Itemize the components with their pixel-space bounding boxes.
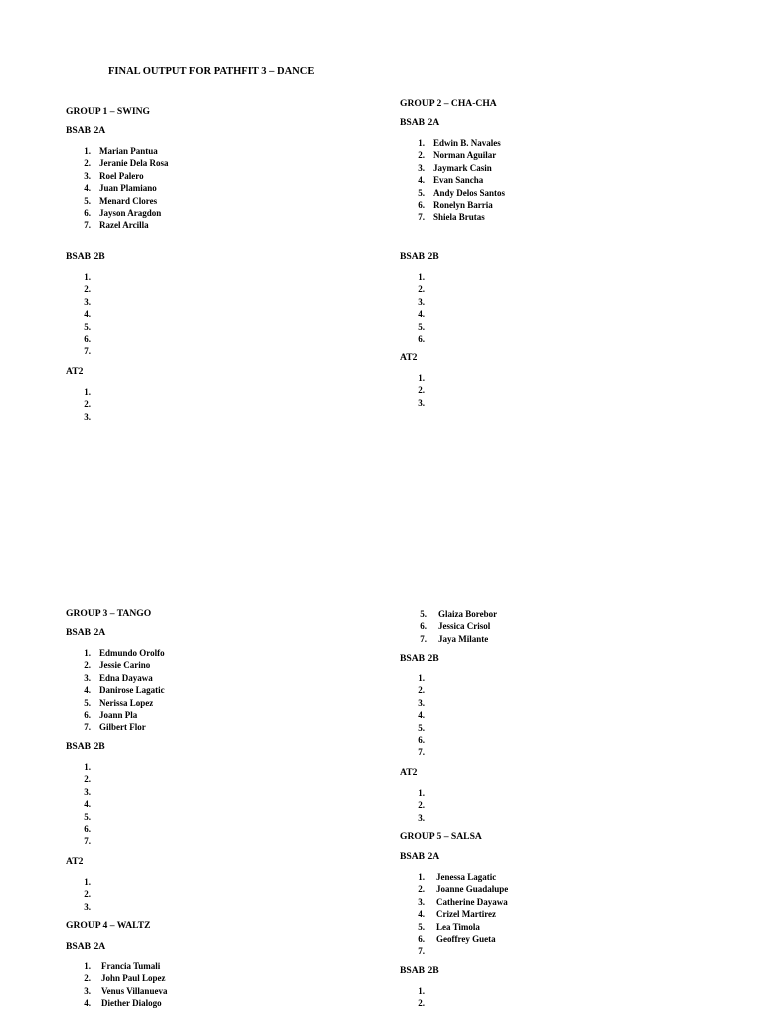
group-3-section-label: BSAB 2B bbox=[66, 741, 105, 752]
group-2-item-number: 5. bbox=[418, 187, 425, 198]
group-3-item-number: 7. bbox=[84, 836, 91, 847]
group-1-item-name: Jeranie Dela Rosa bbox=[99, 158, 169, 169]
group-5-item-name: Crizel Martirez bbox=[436, 909, 497, 920]
group-3-item-name: Jessie Carino bbox=[99, 660, 151, 671]
group-5-item-number: 3. bbox=[418, 896, 425, 907]
group-2-section-label: BSAB 2B bbox=[400, 251, 439, 262]
group-3-item-number: 7. bbox=[84, 722, 91, 733]
group-2-item-number: 2. bbox=[418, 150, 425, 161]
group-3-item-number: 3. bbox=[84, 672, 91, 683]
group-5-item-name: Joanne Guadalupe bbox=[436, 884, 509, 895]
group-1-item-number: 6. bbox=[84, 208, 91, 218]
group-1-item-number: 3. bbox=[84, 411, 91, 422]
group-4-item-number: 6. bbox=[420, 621, 427, 632]
group-2-section-label: AT2 bbox=[400, 352, 418, 363]
group-3-item-number: 1. bbox=[84, 762, 91, 772]
group-5-item-number: 5. bbox=[418, 921, 425, 932]
group-2-item-number: 4. bbox=[418, 309, 425, 320]
group-4-item-number: 1. bbox=[418, 673, 425, 683]
group-5-item-number: 1. bbox=[418, 872, 425, 882]
group-1-item-name: Marian Pantua bbox=[99, 146, 158, 156]
group-3-item-number: 1. bbox=[84, 877, 91, 887]
group-5-item-name: Lea Timola bbox=[436, 921, 480, 932]
group-3-item-name: Danirose Lagatic bbox=[99, 685, 165, 696]
group-3-item-number: 4. bbox=[84, 799, 91, 810]
group-4-section-label: BSAB 2A bbox=[66, 941, 106, 952]
group-2-item-name: Shiela Brutas bbox=[433, 212, 485, 223]
page-title: FINAL OUTPUT FOR PATHFIT 3 – DANCE bbox=[108, 66, 315, 77]
group-1-heading: GROUP 1 – SWING bbox=[66, 106, 150, 117]
group-1-item-number: 3. bbox=[84, 170, 91, 181]
group-2-item-number: 7. bbox=[418, 212, 425, 223]
group-5-item-number: 6. bbox=[418, 934, 425, 944]
group-2-item-name: Edwin B. Navales bbox=[433, 138, 501, 148]
group-1-item-number: 7. bbox=[84, 220, 91, 231]
group-2-item-number: 6. bbox=[418, 200, 425, 210]
group-2-item-number: 2. bbox=[418, 284, 425, 295]
group-2-heading: GROUP 2 – CHA-CHA bbox=[400, 98, 497, 109]
group-3-item-number: 6. bbox=[84, 824, 91, 834]
group-1-item-number: 2. bbox=[84, 284, 91, 295]
group-5-item-number: 2. bbox=[418, 884, 425, 895]
group-2-item-name: Norman Aguilar bbox=[433, 150, 497, 161]
group-2-item-name: Andy Delos Santos bbox=[433, 187, 506, 198]
group-3-item-name: Edna Dayawa bbox=[99, 672, 153, 683]
group-4-item-number: 2. bbox=[418, 800, 425, 811]
group-1-item-number: 5. bbox=[84, 321, 91, 332]
group-1-item-name: Jayson Aragdon bbox=[99, 208, 162, 218]
group-4-item-number: 7. bbox=[418, 747, 425, 758]
group-4-item-number: 1. bbox=[418, 788, 425, 798]
group-2-item-number: 1. bbox=[418, 138, 425, 148]
group-5-section-label: BSAB 2B bbox=[400, 965, 439, 976]
group-3-item-name: Edmundo Orolfo bbox=[99, 648, 165, 658]
group-4-item-number: 3. bbox=[84, 985, 91, 996]
group-2-section-label: BSAB 2A bbox=[400, 117, 440, 128]
group-4-item-number: 3. bbox=[418, 812, 425, 823]
group-1-item-number: 2. bbox=[84, 399, 91, 410]
group-3-item-number: 6. bbox=[84, 710, 91, 720]
group-3-item-name: Nerissa Lopez bbox=[99, 697, 154, 708]
group-2-item-number: 3. bbox=[418, 296, 425, 307]
group-4-item-name: Venus Villanueva bbox=[101, 985, 168, 996]
group-1-item-number: 4. bbox=[84, 309, 91, 320]
group-2-item-number: 1. bbox=[418, 272, 425, 282]
group-4-item-name: Diether Dialogo bbox=[101, 998, 162, 1009]
group-5-item-name: Jenessa Lagatic bbox=[436, 872, 497, 882]
group-5-section-label: BSAB 2A bbox=[400, 851, 440, 862]
group-4-item-number: 3. bbox=[418, 697, 425, 708]
group-5-item-number: 2. bbox=[418, 998, 425, 1009]
group-4-item-number: 2. bbox=[84, 973, 91, 984]
group-2-item-number: 5. bbox=[418, 321, 425, 332]
group-4-item-name: John Paul Lopez bbox=[101, 973, 166, 984]
group-4-item-name: Glaiza Borebor bbox=[438, 609, 498, 619]
group-1-item-name: Roel Palero bbox=[99, 170, 144, 181]
group-4-item-number: 6. bbox=[418, 735, 425, 745]
group-3-item-number: 4. bbox=[84, 685, 91, 696]
group-4-item-name: Jessica Crisol bbox=[438, 621, 491, 632]
group-1-item-number: 7. bbox=[84, 346, 91, 357]
group-1-item-name: Juan Plamiano bbox=[99, 183, 157, 194]
group-4-item-name: Jaya Milante bbox=[438, 633, 489, 644]
group-3-heading: GROUP 3 – TANGO bbox=[66, 608, 152, 619]
group-3-item-name: Gilbert Flor bbox=[99, 722, 146, 733]
group-1-item-name: Menard Clores bbox=[99, 195, 158, 206]
group-2-item-number: 3. bbox=[418, 162, 425, 173]
group-4-section-label: BSAB 2B bbox=[400, 653, 439, 664]
group-4-item-number: 5. bbox=[418, 722, 425, 733]
group-5-item-number: 4. bbox=[418, 909, 425, 920]
group-4-item-number: 2. bbox=[418, 685, 425, 696]
group-4-section-label: AT2 bbox=[400, 767, 418, 778]
group-1-section-label: BSAB 2A bbox=[66, 125, 106, 136]
group-3-item-number: 2. bbox=[84, 774, 91, 785]
group-3-item-name: Joann Pla bbox=[99, 710, 138, 720]
group-5-item-number: 7. bbox=[418, 946, 425, 957]
group-3-item-number: 2. bbox=[84, 889, 91, 900]
group-3-item-number: 3. bbox=[84, 786, 91, 797]
group-2-item-name: Ronelyn Barria bbox=[433, 200, 493, 210]
group-2-item-number: 3. bbox=[418, 397, 425, 408]
group-1-item-number: 1. bbox=[84, 146, 91, 156]
group-1-item-name: Razel Arcilla bbox=[99, 220, 149, 231]
group-4-item-number: 5. bbox=[420, 609, 427, 619]
group-3-section-label: AT2 bbox=[66, 856, 84, 867]
group-2-item-number: 1. bbox=[418, 373, 425, 383]
group-4-item-number: 4. bbox=[418, 710, 425, 721]
group-1-item-number: 5. bbox=[84, 195, 91, 206]
group-5-item-name: Catherine Dayawa bbox=[436, 896, 508, 907]
group-4-item-number: 7. bbox=[420, 633, 427, 644]
group-5-item-number: 1. bbox=[418, 986, 425, 996]
group-3-section-label: BSAB 2A bbox=[66, 627, 106, 638]
group-1-section-label: AT2 bbox=[66, 366, 84, 377]
group-2-item-number: 4. bbox=[418, 175, 425, 186]
group-1-item-number: 1. bbox=[84, 272, 91, 282]
group-2-item-name: Evan Sancha bbox=[433, 175, 484, 186]
group-3-item-number: 5. bbox=[84, 811, 91, 822]
group-3-item-number: 3. bbox=[84, 901, 91, 912]
group-4-item-number: 4. bbox=[84, 998, 91, 1009]
group-2-item-number: 6. bbox=[418, 334, 425, 344]
group-5-heading: GROUP 5 – SALSA bbox=[400, 831, 482, 842]
group-1-item-number: 4. bbox=[84, 183, 91, 194]
group-1-item-number: 2. bbox=[84, 158, 91, 169]
group-5-item-name: Geoffrey Gueta bbox=[436, 934, 496, 944]
group-1-section-label: BSAB 2B bbox=[66, 251, 105, 262]
group-4-item-name: Francia Tumali bbox=[101, 961, 161, 971]
group-4-heading: GROUP 4 – WALTZ bbox=[66, 920, 151, 931]
group-3-item-number: 5. bbox=[84, 697, 91, 708]
group-2-item-name: Jaymark Casin bbox=[433, 162, 492, 173]
group-3-item-number: 1. bbox=[84, 648, 91, 658]
group-1-item-number: 1. bbox=[84, 387, 91, 397]
group-3-item-number: 2. bbox=[84, 660, 91, 671]
group-1-item-number: 3. bbox=[84, 296, 91, 307]
group-1-item-number: 6. bbox=[84, 334, 91, 344]
group-4-item-number: 1. bbox=[84, 961, 91, 971]
group-2-item-number: 2. bbox=[418, 385, 425, 396]
